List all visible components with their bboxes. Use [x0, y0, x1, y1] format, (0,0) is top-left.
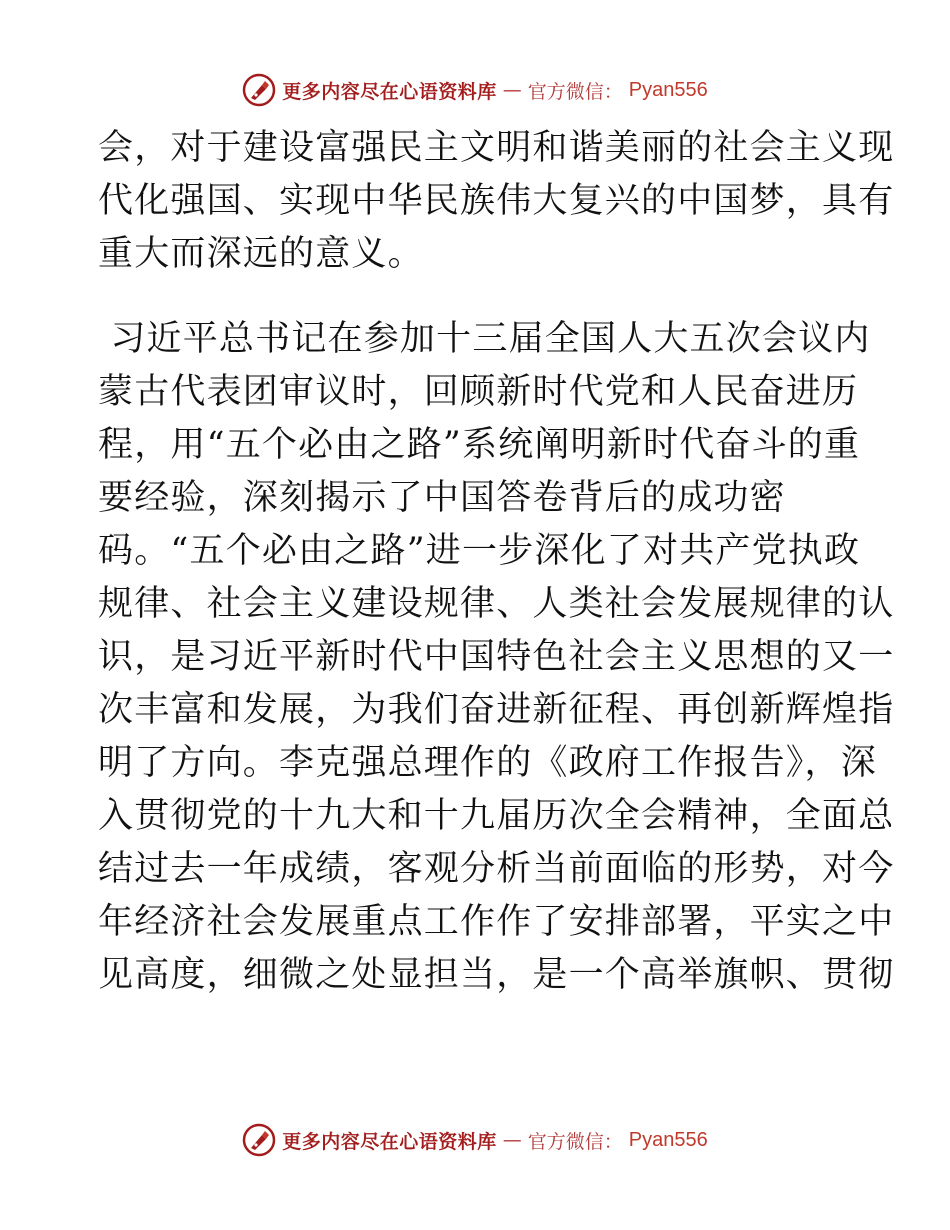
watermark-wechat-label: 官方微信：: [527, 80, 623, 103]
watermark-separator: —: [502, 79, 522, 101]
paragraph-2: [98, 313, 895, 1002]
paragraph-line: 入贯彻党的十九大和十九届历次全会精神，全面总: [98, 796, 895, 836]
watermark-separator: —: [502, 1129, 522, 1151]
paragraph-line: 规律、社会主义建设规律、人类社会发展规律的认: [98, 584, 895, 624]
pen-nib-logo-icon: [242, 73, 276, 107]
paragraph-1: [98, 122, 895, 281]
paragraph-line: 次丰富和发展，为我们奋进新征程、再创新辉煌指: [98, 690, 895, 730]
pen-nib-logo-icon: [242, 1123, 276, 1157]
paragraph-line: 蒙古代表团审议时，回顾新时代党和人民奋进历: [98, 372, 859, 412]
watermark-wechat-label: 官方微信：: [527, 1130, 623, 1153]
watermark-wechat-id: Pyan556: [628, 78, 708, 101]
watermark-text: 更多内容尽在心语资料库: [282, 80, 497, 103]
paragraph-line: 会，对于建设富强民主文明和谐美丽的社会主义现: [98, 128, 895, 168]
paragraph-line: 重大而深远的意义。: [98, 234, 424, 274]
paragraph-line: 见高度，细微之处显担当，是一个高举旗帜、贯彻: [98, 955, 895, 995]
paragraph-line: 结过去一年成绩，客观分析当前面临的形势，对今: [98, 849, 895, 889]
paragraph-spacer: [98, 281, 850, 313]
paragraph-line: 明了方向。李克强总理作的《政府工作报告》，深: [98, 743, 877, 783]
paragraph-line: 代化强国、实现中华民族伟大复兴的中国梦，具有: [98, 181, 895, 221]
paragraph-line: 识，是习近平新时代中国特色社会主义思想的又一: [98, 637, 895, 677]
paragraph-line: 要经验，深刻揭示了中国答卷背后的成功密: [98, 478, 786, 518]
watermark-wechat-id: Pyan556: [628, 1128, 708, 1151]
paragraph-line: 码。“五个必由之路”进一步深化了对共产党执政: [98, 531, 861, 571]
watermark-text: 更多内容尽在心语资料库: [282, 1130, 497, 1153]
paragraph-line: 习近平总书记在参加十三届全国人大五次会议内: [98, 319, 871, 359]
footer-watermark: [0, 1120, 950, 1160]
header-watermark: [0, 70, 950, 110]
paragraph-line: 程，用“五个必由之路”系统阐明新时代奋斗的重: [98, 425, 861, 465]
paragraph-line: 年经济社会发展重点工作作了安排部署，平实之中: [98, 902, 895, 942]
document-body: [98, 122, 895, 1002]
